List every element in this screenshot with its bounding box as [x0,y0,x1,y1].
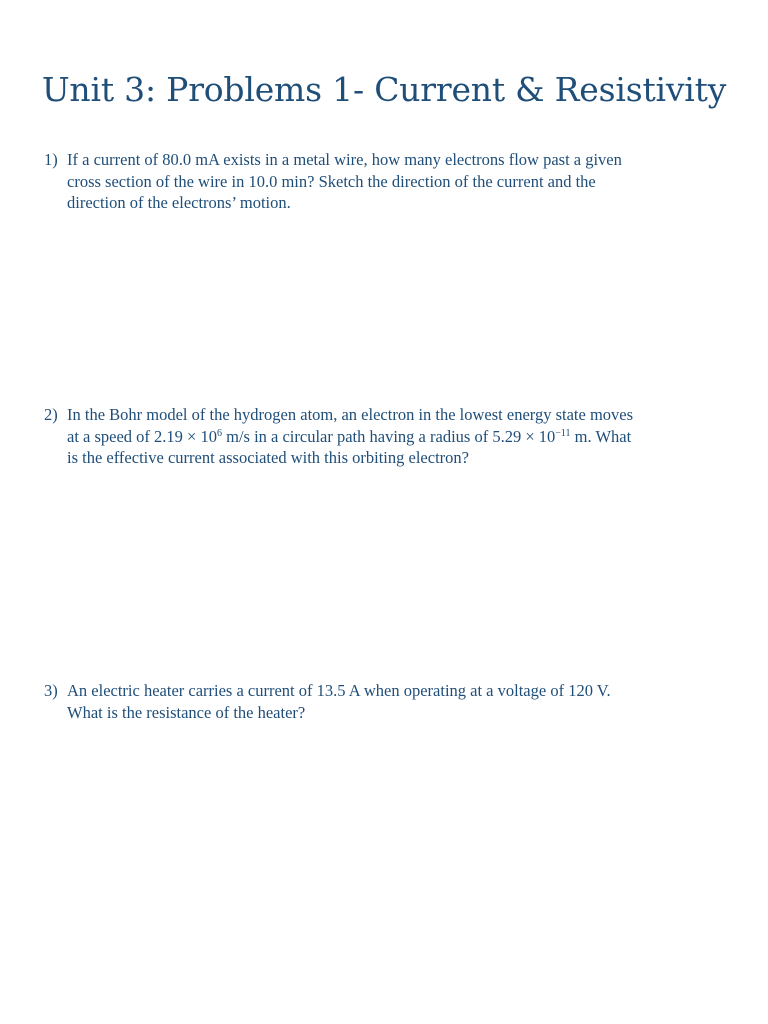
problem-line: If a current of 80.0 mA exists in a metal wire, how many electrons flow past a given [67,150,622,169]
problem-line: direction of the electrons’ motion. [67,193,291,213]
problem-line: is the effective current associated with this orbiting electron? [67,448,469,468]
problem-2 [44,404,724,469]
exponent: −11 [555,427,571,439]
problem-number: 1) [44,150,58,169]
problem-1 [44,149,724,214]
problem-line: An electric heater carries a current of 13.5 A when operating at a voltage of 120 V. [67,681,611,700]
problem-line: What is the resistance of the heater? [67,702,306,722]
page-title: Unit 3: Problems 1- Current & Resistivity [41,70,727,109]
problem-number: 3) [44,681,58,700]
line-segment: at a speed of 2.19 × 10 [67,426,217,446]
problem-3 [44,680,724,723]
problem-line: In the Bohr model of the hydrogen atom, an electron in the lowest energy state moves [67,405,634,424]
line-segment: m. What [570,426,632,446]
exponent: 6 [216,427,222,439]
problem-text [67,680,724,723]
line-segment: m/s in a circular path having a radius of 5.29 × 10 [221,426,556,446]
problem-text [67,404,724,469]
problem-text [67,149,724,214]
problem-line: cross section of the wire in 10.0 min? Sketch the direction of the current and the [67,171,596,191]
problem-number: 2) [44,405,58,424]
problem-line [67,426,724,448]
